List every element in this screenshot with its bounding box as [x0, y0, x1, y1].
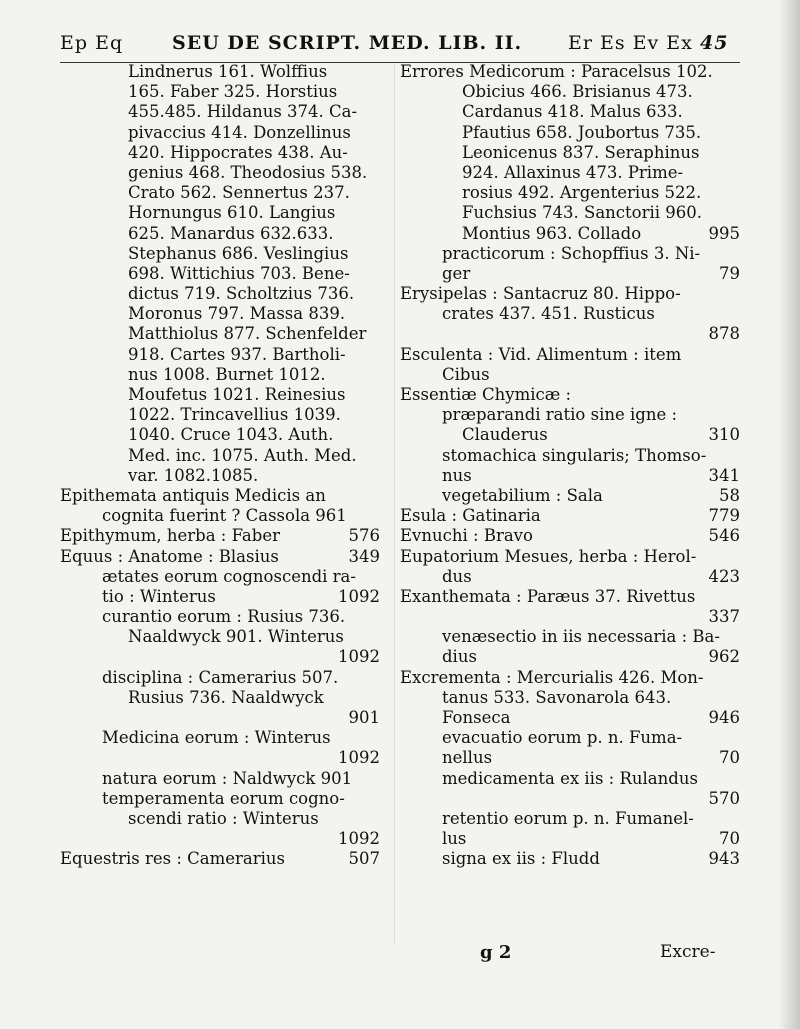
index-line	[400, 284, 740, 304]
index-entry-text: Moufetus 1021. Reinesius	[128, 385, 346, 404]
index-entry-text: practicorum : Schopffius 3. Ni-	[442, 243, 701, 263]
index-line	[60, 324, 380, 344]
index-entry-page-ref: 1092	[338, 829, 380, 849]
index-line	[400, 183, 740, 203]
index-entry-text: 420. Hippocrates 438. Au-	[128, 142, 348, 162]
index-entry-text: Esula : Gatinaria	[400, 506, 541, 526]
index-entry-text: genius 468. Theodosius 538.	[128, 162, 368, 182]
header-title: SEU DE SCRIPT. MED. LIB. II.	[172, 32, 523, 54]
index-line	[400, 587, 740, 607]
index-line	[400, 345, 740, 365]
index-line	[400, 143, 740, 163]
index-entry-page-ref: 570	[708, 788, 740, 808]
index-line	[60, 244, 380, 264]
index-entry-page-ref: 576	[348, 526, 380, 546]
index-entry-text: dus	[442, 566, 472, 586]
index-entry-page-ref: 310	[708, 425, 740, 445]
index-entry-text: 924. Allaxinus 473. Prime-	[462, 162, 684, 182]
index-entry-text: 165. Faber 325. Horstius	[128, 82, 338, 102]
index-line	[400, 728, 740, 748]
index-entry-text: Med. inc. 1075. Auth. Med.	[128, 445, 357, 465]
page-edge-shadow	[778, 0, 800, 1029]
index-entry-page-ref: 423	[708, 566, 740, 586]
page-footer	[0, 942, 800, 972]
index-entry-page-ref: 58	[719, 485, 740, 505]
index-entry-page-ref: 779	[708, 506, 740, 526]
index-entry-text: signa ex iis : Fludd	[442, 849, 600, 869]
index-line	[60, 284, 380, 304]
index-entry-text: natura eorum : Naldwyck 901	[102, 768, 353, 788]
index-line	[400, 829, 740, 849]
index-entry-text: stomachica singularis; Thomso-	[442, 445, 707, 465]
index-line	[400, 647, 740, 667]
index-line	[60, 769, 380, 789]
index-line	[60, 547, 380, 567]
index-line	[60, 102, 380, 122]
index-line	[400, 203, 740, 223]
left-column	[60, 62, 380, 870]
index-entry-page-ref: 995	[708, 223, 740, 243]
index-entry-text: nus	[442, 465, 472, 485]
index-entry-text: Evnuchi : Bravo	[400, 526, 533, 546]
index-line	[60, 224, 380, 244]
index-entry-text: Moronus 797. Massa 839.	[128, 304, 346, 324]
right-column	[400, 62, 740, 870]
index-entry-text: tanus 533. Savonarola 643.	[442, 687, 672, 707]
index-line	[60, 304, 380, 324]
index-line	[400, 607, 740, 627]
index-line	[400, 809, 740, 829]
index-entry-text: dius	[442, 647, 477, 667]
index-entry-text: Epithymum, herba : Faber	[60, 526, 280, 546]
index-entry-text: Rusius 736. Naaldwyck	[128, 687, 324, 707]
index-line	[60, 345, 380, 365]
index-entry-page-ref: 962	[708, 647, 740, 667]
index-line	[60, 526, 380, 546]
index-line	[60, 688, 380, 708]
index-entry-text: Montius 963. Collado	[462, 223, 642, 243]
index-entry-text: Medicina eorum : Winterus	[102, 728, 331, 748]
index-line	[60, 425, 380, 445]
index-line	[60, 506, 380, 526]
index-entry-text: præparandi ratio sine igne :	[442, 405, 678, 425]
index-line	[60, 385, 380, 405]
index-line	[400, 547, 740, 567]
index-entry-text: Matthiolus 877. Schenfelder	[128, 324, 367, 344]
column-divider	[394, 64, 395, 944]
index-entry-text: Naaldwyck 901. Winterus	[128, 627, 344, 647]
index-entry-text: 1040. Cruce 1043. Auth.	[128, 425, 334, 445]
index-entry-text: Stephanus 686. Veslingius	[128, 243, 349, 263]
index-entry-page-ref: 507	[348, 849, 380, 869]
index-line	[400, 668, 740, 688]
index-line	[400, 123, 740, 143]
index-line	[400, 506, 740, 526]
index-entry-text: evacuatio eorum p. n. Fuma-	[442, 728, 683, 748]
header-left-keywords: Ep Eq	[60, 32, 124, 54]
index-entry-page-ref: 337	[708, 607, 740, 627]
index-entry-text: Esculenta : Vid. Alimentum : item	[400, 344, 682, 364]
index-line	[60, 486, 380, 506]
index-line	[400, 526, 740, 546]
running-header	[60, 30, 740, 64]
index-entry-page-ref: 70	[719, 829, 740, 849]
index-entry-page-ref: 943	[708, 849, 740, 869]
index-line	[400, 405, 740, 425]
index-entry-text: Cardanus 418. Malus 633.	[462, 102, 683, 122]
index-line	[60, 62, 380, 82]
index-entry-text: 625. Manardus 632.633.	[128, 223, 334, 243]
index-entry-page-ref: 1092	[338, 647, 380, 667]
index-line	[400, 748, 740, 768]
index-line	[400, 446, 740, 466]
index-entry-text: Pfautius 658. Joubortus 735.	[462, 122, 702, 142]
index-line	[400, 163, 740, 183]
index-line	[60, 708, 380, 728]
index-entry-text: Essentiæ Chymicæ :	[400, 385, 572, 404]
index-entry-page-ref: 79	[719, 263, 740, 283]
index-entry-text: scendi ratio : Winterus	[128, 808, 319, 828]
index-entry-text: nellus	[442, 748, 493, 768]
index-line	[60, 446, 380, 466]
index-line	[60, 82, 380, 102]
index-entry-page-ref: 70	[719, 748, 740, 768]
index-entry-page-ref: 546	[708, 526, 740, 546]
index-entry-text: pivaccius 414. Donzellinus	[128, 122, 351, 142]
index-line	[60, 849, 380, 869]
index-line	[400, 627, 740, 647]
index-line	[400, 224, 740, 244]
index-entry-text: vegetabilium : Sala	[442, 485, 603, 505]
index-line	[60, 829, 380, 849]
index-entry-text: venæsectio in iis necessaria : Ba-	[442, 627, 720, 647]
index-entry-text: disciplina : Camerarius 507.	[102, 667, 339, 687]
index-entry-text: 918. Cartes 937. Bartholi-	[128, 344, 346, 364]
index-entry-text: 698. Wittichius 703. Bene-	[128, 263, 350, 283]
index-line	[60, 123, 380, 143]
index-entry-text: cognita fuerint ? Cassola 961	[102, 506, 347, 526]
index-entry-text: nus 1008. Burnet 1012.	[128, 364, 326, 384]
index-line	[60, 183, 380, 203]
catchword: Excre-	[660, 942, 716, 962]
index-line	[400, 486, 740, 506]
index-line	[400, 264, 740, 284]
index-entry-text: tio : Winterus	[102, 586, 216, 606]
index-line	[60, 789, 380, 809]
index-line	[60, 809, 380, 829]
index-entry-text: Erysipelas : Santacruz 80. Hippo-	[400, 284, 681, 304]
header-right-keywords: Er Es Ev Ex	[568, 32, 693, 54]
index-line	[60, 264, 380, 284]
index-line	[60, 405, 380, 425]
index-entry-page-ref: 946	[708, 708, 740, 727]
index-line	[400, 567, 740, 587]
index-line	[400, 385, 740, 405]
index-line	[60, 365, 380, 385]
index-line	[400, 244, 740, 264]
index-entry-text: Crato 562. Sennertus 237.	[128, 183, 350, 203]
index-line	[400, 324, 740, 344]
index-entry-text: Epithemata antiquis Medicis an	[60, 485, 326, 505]
index-entry-text: retentio eorum p. n. Fumanel-	[442, 808, 694, 828]
index-entry-text: temperamenta eorum cogno-	[102, 788, 345, 808]
index-entry-text: dictus 719. Scholtzius 736.	[128, 284, 355, 304]
index-entry-text: Equestris res : Camerarius	[60, 849, 285, 869]
index-entry-text: Fonseca	[442, 708, 511, 727]
index-entry-text: Exanthemata : Paræus 37. Rivettus	[400, 586, 696, 606]
index-line	[60, 163, 380, 183]
index-line	[400, 62, 740, 82]
index-line	[60, 647, 380, 667]
index-entry-page-ref: 1092	[338, 748, 380, 768]
index-entry-text: Eupatorium Mesues, herba : Herol-	[400, 546, 697, 566]
index-line	[400, 82, 740, 102]
index-line	[60, 567, 380, 587]
index-entry-text: Leonicenus 837. Seraphinus	[462, 142, 700, 162]
index-entry-text: ætates eorum cognoscendi ra-	[102, 566, 356, 586]
index-line	[400, 466, 740, 486]
index-entry-text: Hornungus 610. Langius	[128, 203, 336, 223]
index-line	[400, 789, 740, 809]
index-line	[60, 203, 380, 223]
index-entry-text: Errores Medicorum : Paracelsus 102.	[400, 62, 713, 81]
index-line	[400, 425, 740, 445]
index-entry-page-ref: 1092	[338, 586, 380, 606]
index-line	[400, 365, 740, 385]
index-entry-page-ref: 349	[348, 546, 380, 566]
index-entry-page-ref: 901	[348, 708, 380, 727]
index-entry-text: rosius 492. Argenterius 522.	[462, 183, 702, 203]
index-line	[60, 627, 380, 647]
index-entry-text: Equus : Anatome : Blasius	[60, 546, 279, 566]
page-number: 45	[700, 32, 729, 54]
index-entry-text: 1022. Trincavellius 1039.	[128, 405, 341, 425]
index-entry-text: 455.485. Hildanus 374. Ca-	[128, 102, 358, 122]
index-line	[60, 466, 380, 486]
index-entry-text: Lindnerus 161. Wolffius	[128, 62, 328, 81]
index-entry-text: medicamenta ex iis : Rulandus	[442, 768, 698, 788]
index-entry-text: lus	[442, 829, 467, 849]
index-entry-page-ref: 341	[708, 465, 740, 485]
index-line	[400, 849, 740, 869]
index-line	[60, 143, 380, 163]
index-line	[400, 304, 740, 324]
index-line	[60, 748, 380, 768]
index-entry-text: Cibus	[442, 364, 490, 384]
index-entry-text: Fuchsius 743. Sanctorii 960.	[462, 203, 703, 223]
index-entry-page-ref: 878	[708, 324, 740, 344]
index-entry-text: Excrementa : Mercurialis 426. Mon-	[400, 667, 704, 687]
index-line	[400, 708, 740, 728]
index-entry-text: Obicius 466. Brisianus 473.	[462, 82, 693, 102]
index-entry-text: crates 437. 451. Rusticus	[442, 304, 655, 324]
index-line	[60, 728, 380, 748]
index-line	[400, 688, 740, 708]
signature-mark: g 2	[480, 942, 512, 963]
index-line	[60, 587, 380, 607]
index-line	[400, 102, 740, 122]
index-line	[60, 668, 380, 688]
index-entry-text: ger	[442, 263, 471, 283]
index-entry-text: Clauderus	[462, 425, 548, 445]
index-entry-text: var. 1082.1085.	[128, 465, 259, 485]
index-line	[60, 607, 380, 627]
index-entry-text: curantio eorum : Rusius 736.	[102, 607, 346, 627]
index-line	[400, 769, 740, 789]
